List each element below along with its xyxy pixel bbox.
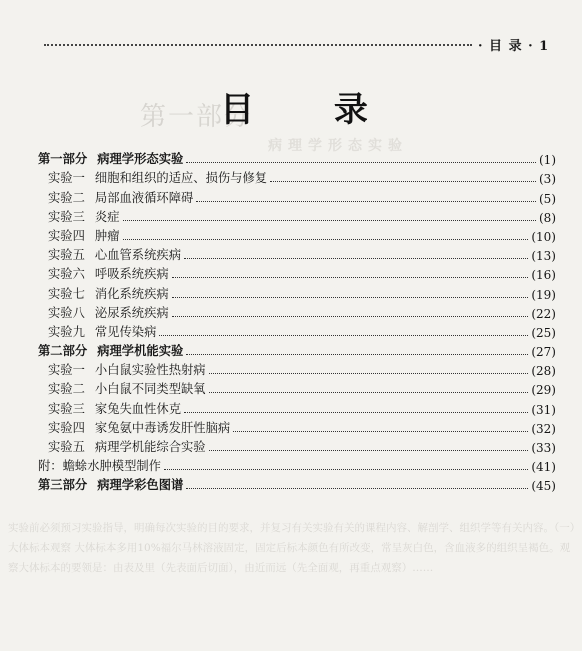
toc-entry-title: 病理学机能实验 bbox=[97, 343, 184, 359]
dot-leader bbox=[123, 238, 529, 240]
toc-entry-label: 实验三 bbox=[48, 401, 85, 416]
toc-entry-page: (19) bbox=[531, 287, 556, 302]
ghost-section-heading: 病理学形态实验 bbox=[268, 138, 408, 154]
dot-leader bbox=[172, 315, 529, 317]
toc-entry-page: (13) bbox=[531, 249, 556, 264]
toc-entry bbox=[38, 244, 556, 263]
toc-entry-page: (28) bbox=[531, 364, 556, 379]
toc-entry bbox=[38, 186, 556, 205]
toc-entry-label: 实验一 bbox=[48, 363, 85, 378]
toc-entry bbox=[38, 263, 556, 282]
toc-entry-title: 病理学机能综合实验 bbox=[94, 440, 206, 454]
dot-leader bbox=[186, 353, 528, 355]
dot-leader bbox=[186, 487, 528, 489]
toc-entry-page: (8) bbox=[539, 210, 556, 225]
toc-entry-label: 实验三 bbox=[48, 209, 85, 224]
toc-entry-title: 小白鼠实验性热射病 bbox=[94, 363, 206, 378]
toc-entry-title: 炎症 bbox=[94, 209, 120, 224]
toc-entry-label: 第一部分 bbox=[38, 151, 88, 167]
toc-entry-title: 小白鼠不同类型缺氧 bbox=[94, 382, 206, 397]
toc-entry-title: 呼吸系统疾病 bbox=[94, 267, 169, 282]
toc-entry-page: (33) bbox=[531, 441, 556, 455]
dot-leader bbox=[123, 219, 536, 221]
toc-entry-label: 实验四 bbox=[48, 228, 85, 243]
dot-leader bbox=[209, 391, 529, 393]
toc-entry-page: (16) bbox=[531, 268, 556, 283]
toc-entry bbox=[38, 397, 556, 416]
dot-leader bbox=[209, 372, 529, 374]
table-of-contents bbox=[38, 148, 556, 493]
toc-entry-label: 实验二 bbox=[48, 190, 85, 205]
toc-entry-title: 病理学形态实验 bbox=[97, 151, 184, 167]
toc-entry-title: 家兔氨中毒诱发肝性脑病 bbox=[94, 420, 231, 435]
page-title: 目 录 bbox=[220, 90, 402, 130]
running-header: · 目 录 · 1 bbox=[478, 39, 550, 54]
toc-entry bbox=[38, 282, 556, 301]
toc-entry bbox=[38, 378, 556, 397]
dot-leader bbox=[184, 257, 528, 259]
dot-leader bbox=[172, 296, 529, 298]
toc-entry-title: 病理学彩色图谱 bbox=[97, 477, 184, 493]
toc-entry bbox=[38, 455, 556, 474]
toc-entry-page: (27) bbox=[531, 345, 556, 360]
toc-entry-page: (32) bbox=[531, 421, 556, 436]
toc-entry bbox=[38, 225, 556, 244]
toc-entry bbox=[38, 436, 556, 455]
toc-entry-page: (1) bbox=[539, 153, 556, 168]
toc-entry-title: 泌尿系统疾病 bbox=[94, 305, 169, 320]
toc-entry bbox=[38, 206, 556, 225]
toc-entry-page: (41) bbox=[531, 460, 556, 475]
toc-entry-title: 消化系统疾病 bbox=[94, 286, 169, 301]
toc-entry-label: 实验五 bbox=[48, 248, 85, 263]
toc-entry-label: 实验七 bbox=[48, 286, 85, 301]
toc-entry-page: (31) bbox=[531, 402, 556, 417]
toc-entry bbox=[38, 359, 556, 378]
header-dotted-rule bbox=[44, 44, 472, 46]
ghost-part-heading: 第一部分 bbox=[140, 102, 253, 132]
toc-entry bbox=[38, 474, 556, 493]
toc-entry-label: 实验九 bbox=[48, 324, 85, 339]
toc-entry bbox=[38, 340, 556, 359]
dot-leader bbox=[172, 276, 529, 278]
toc-entry-label: 实验六 bbox=[48, 267, 85, 282]
toc-entry bbox=[38, 167, 556, 186]
toc-entry-label: 实验二 bbox=[48, 382, 85, 397]
dot-leader bbox=[196, 200, 536, 202]
dot-leader bbox=[159, 334, 528, 336]
toc-entry bbox=[38, 417, 556, 436]
toc-entry bbox=[38, 321, 556, 340]
toc-entry-page: (29) bbox=[531, 383, 556, 398]
toc-entry-title: 肿瘤 bbox=[94, 228, 120, 243]
toc-entry-page: (45) bbox=[531, 479, 556, 494]
toc-entry-label: 实验一 bbox=[48, 171, 85, 186]
toc-entry-label: 附：蟾蜍水肿模型制作 bbox=[38, 459, 161, 474]
toc-entry-page: (3) bbox=[539, 172, 556, 187]
dot-leader bbox=[184, 411, 528, 413]
dot-leader bbox=[186, 161, 536, 163]
toc-entry-title: 心血管系统疾病 bbox=[94, 248, 181, 263]
toc-entry-title: 家兔失血性休克 bbox=[94, 401, 181, 416]
toc-entry-title: 局部血液循环障碍 bbox=[94, 190, 194, 205]
toc-entry-page: (5) bbox=[539, 191, 556, 206]
toc-entry-label: 第二部分 bbox=[38, 343, 88, 359]
toc-entry-title: 细胞和组织的适应、损伤与修复 bbox=[94, 171, 268, 186]
toc-entry-label: 第三部分 bbox=[38, 477, 88, 493]
ghost-body-text: 实验前必须预习实验指导，明确每次实验的目的要求，并复习有关实验有关的课程内容、解剖学、组织学等有关内容。（一）大体标本观察 大体标本多用10%福尔马林溶液固定，固定后标本颜色有所改变，常呈灰白色，含血液多的组织呈褐色。观察大体标本的要领是：由表及里（先表面后切面），由近而远（先全面观，再重点观察）…… bbox=[8, 522, 575, 574]
dot-leader bbox=[164, 468, 528, 470]
toc-entry-page: (10) bbox=[531, 229, 556, 244]
dot-leader bbox=[209, 449, 529, 451]
toc-entry bbox=[38, 302, 556, 321]
toc-entry bbox=[38, 148, 556, 167]
toc-entry-page: (22) bbox=[531, 306, 556, 321]
dot-leader bbox=[270, 180, 536, 182]
toc-entry-title: 常见传染病 bbox=[94, 324, 157, 339]
toc-entry-label: 实验八 bbox=[48, 305, 85, 320]
toc-entry-label: 实验四 bbox=[48, 420, 85, 435]
toc-entry-page: (25) bbox=[531, 325, 556, 340]
dot-leader bbox=[233, 430, 528, 432]
toc-entry-label: 实验五 bbox=[48, 440, 85, 454]
